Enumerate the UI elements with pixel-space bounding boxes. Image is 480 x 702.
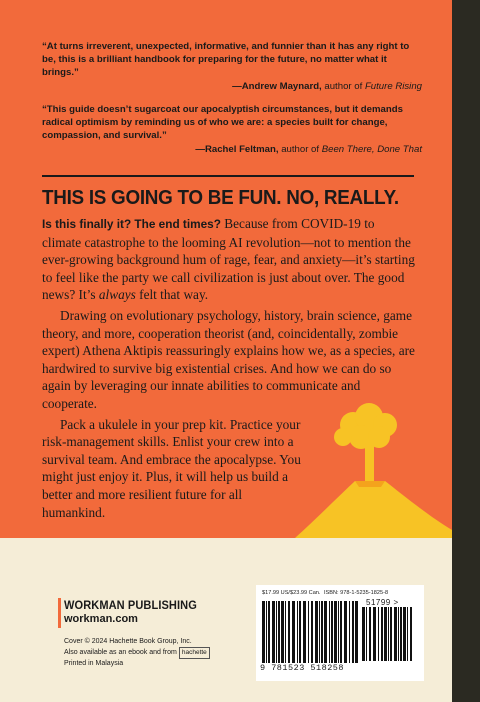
divider-rule	[42, 175, 414, 177]
publisher-name: WORKMAN PUBLISHING	[64, 598, 197, 612]
blurb-book: Future Rising	[364, 81, 422, 92]
volcano-mountain-icon	[295, 481, 452, 538]
blurb-author: —Rachel Feltman,	[195, 144, 279, 155]
price-supplement: 51799 >	[366, 598, 399, 607]
blurb-book: Been There, Done That	[321, 144, 422, 155]
volcano-illustration	[285, 395, 452, 538]
barcode	[256, 585, 424, 681]
blurb-author-of: author of	[324, 81, 363, 92]
description-lead: Is this finally it? The end times?	[42, 217, 221, 231]
copyright-line: Cover © 2024 Hachette Book Group, Inc.	[64, 638, 192, 645]
blurb-author-of: author of	[281, 144, 320, 155]
printed-line: Printed in Malaysia	[64, 660, 124, 667]
blurb-quote	[42, 103, 422, 156]
eruption-cloud-icon	[334, 403, 397, 483]
ean-number: 9 781523 518258	[260, 663, 345, 673]
barcode-bars	[262, 601, 358, 663]
description-paragraph	[42, 215, 417, 304]
blurb-attribution	[42, 143, 422, 156]
barcode-supplement-bars	[362, 607, 414, 661]
description-text: Because from COVID-19 to climate catastrophe to the looming AI revolution—not to mention the ever-growing background hum of rage, fear, and anxiety—it’s starting to feel like the party we call civilization is just about over. The good news? It’s	[42, 216, 415, 303]
blurb-attribution	[42, 80, 422, 93]
publisher-url: workman.com	[64, 613, 138, 625]
description-emphasis: always	[98, 287, 136, 303]
price-label: $17.99 US/$23.99 Can.	[262, 590, 321, 596]
blurb-text: “At turns irreverent, unexpected, informative, and funnier than it has any right to be, this is a brilliant handbook for preparing for the future, no matter what it brings.”	[42, 41, 410, 78]
publisher-logo-bar	[58, 598, 61, 628]
isbn-label: ISBN: 978-1-5235-1825-8	[324, 590, 389, 596]
publisher-block	[64, 598, 208, 625]
blurb-text: “This guide doesn’t sugarcoat our apocalyptish circumstances, but it demands radical optimism by reminding us of who we are: a species built for change, compassion, and survival.”	[42, 104, 403, 141]
availability-line	[64, 647, 210, 659]
description-text: felt that way.	[135, 287, 209, 303]
description-paragraph: Pack a ukulele in your prep kit. Practice your risk-management skills. Enlist your crew into a survival team. And embrace the apocalypse. You might just enjoy it. Plus, it will help us build a better and more resilient future for all humankind.	[42, 416, 301, 520]
description-paragraph: Drawing on evolutionary psychology, history, brain science, game theory, and more, cooperation theorist (and, coincidentally, zombie expert) Athena Aktipis reassuringly explains how we, as a species, are hardwired to survive big existential crises. And how we can do so again by leveraging our innate abilities to communicate and cooperate.	[42, 307, 415, 411]
hachette-logo: hachette	[179, 647, 210, 659]
availability-text: Also available as an ebook and from	[64, 649, 177, 656]
spine-edge	[452, 0, 480, 702]
cover-credits	[64, 637, 210, 669]
blurb-quote	[42, 40, 422, 93]
blurb-author: —Andrew Maynard,	[232, 81, 322, 92]
headline: THIS IS GOING TO BE FUN. NO, REALLY.	[42, 186, 399, 209]
